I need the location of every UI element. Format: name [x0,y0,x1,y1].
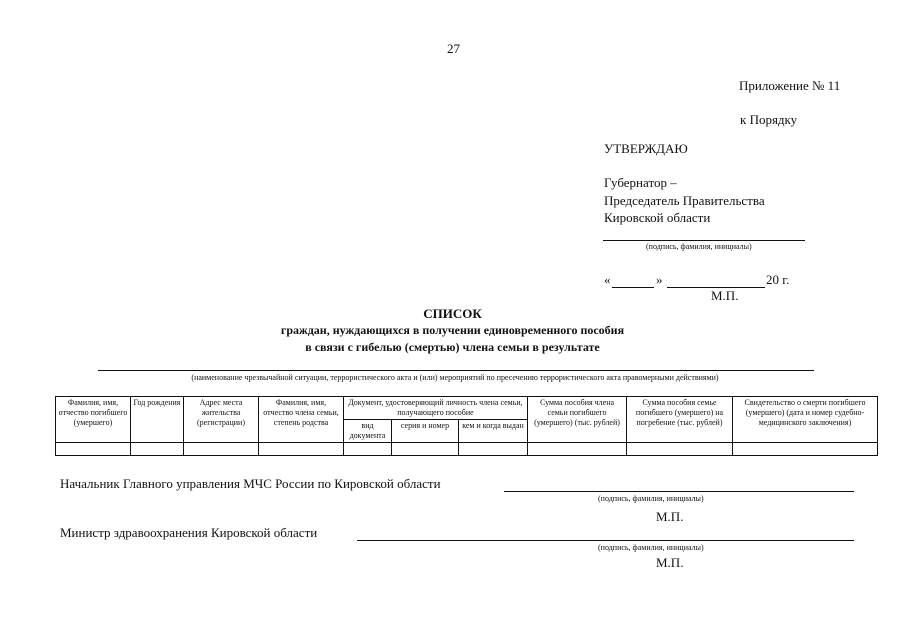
appendix-number: Приложение № 11 [739,78,841,93]
table-cell [344,443,392,456]
date-day-line [612,287,654,288]
document-subtitle-1: граждан, нуждающихся в получении единовременного пособия [280,323,625,337]
health-signature-caption: (подпись, фамилия, инициалы) [598,543,704,552]
approver-signature-line [603,240,805,241]
mchs-signer-title: Начальник Главного управления МЧС России по Кировской области [60,476,441,491]
header-address: Адрес места жительства (регистрации) [184,397,259,443]
approver-position-2: Председатель Правительства [604,193,765,208]
table-cell [392,443,459,456]
emergency-name-line [98,370,814,371]
date-year: 20 г. [766,272,790,287]
table-cell [627,443,733,456]
page-number: 27 [447,41,460,56]
table-cell [56,443,131,456]
approver-seal: М.П. [711,288,739,303]
mchs-signature-line [504,491,854,492]
approver-signature-caption: (подпись, фамилия, инициалы) [646,242,752,251]
table-header-row [56,397,878,420]
header-family-allowance: Сумма пособия члена семьи погибшего (умершего) (тыс. рублей) [528,397,627,443]
emergency-name-caption: (наименование чрезвычайной ситуации, террористического акта и (или) мероприятий по пресечению террористического акта правомерными действиями) [191,373,719,382]
mchs-seal: М.П. [656,509,684,524]
header-series-number: серия и номер [392,420,459,443]
date-open-quote: « [604,272,611,287]
table-cell [733,443,878,456]
header-birth-year: Год рождения [131,397,184,443]
approver-position-1: Губернатор – [604,175,677,190]
table-row [56,443,878,456]
health-signer-title: Министр здравоохранения Кировской области [60,525,318,540]
table-cell [259,443,344,456]
header-identity-document: Документ, удостоверяющий личность члена семьи, получающего пособие [344,397,528,420]
document-subtitle-2: в связи с гибелью (смертью) члена семьи в результате [305,340,600,354]
table-cell [184,443,259,456]
table-cell [528,443,627,456]
health-seal: М.П. [656,555,684,570]
appendix-order: к Порядку [740,112,798,127]
health-signature-line [357,540,854,541]
table-cell [459,443,528,456]
header-document-type: вид документа [344,420,392,443]
table-cell [131,443,184,456]
header-deceased-name: Фамилия, имя, отчество погибшего (умершего) [56,397,131,443]
approve-label: УТВЕРЖДАЮ [604,141,688,156]
citizens-table [55,396,878,456]
header-family-member: Фамилия, имя, отчество члена семьи, степень родства [259,397,344,443]
header-issued-by: кем и когда выдан [459,420,528,443]
approver-position-3: Кировской области [604,210,711,225]
date-close-quote: » [656,272,663,287]
header-funeral-allowance: Сумма пособия семье погибшего (умершего) на погребение (тыс. рублей) [627,397,733,443]
document-title: СПИСОК [423,306,482,321]
header-death-certificate: Свидетельство о смерти погибшего (умершего) (дата и номер судебно-медицинского заключения) [733,397,878,443]
mchs-signature-caption: (подпись, фамилия, инициалы) [598,494,704,503]
